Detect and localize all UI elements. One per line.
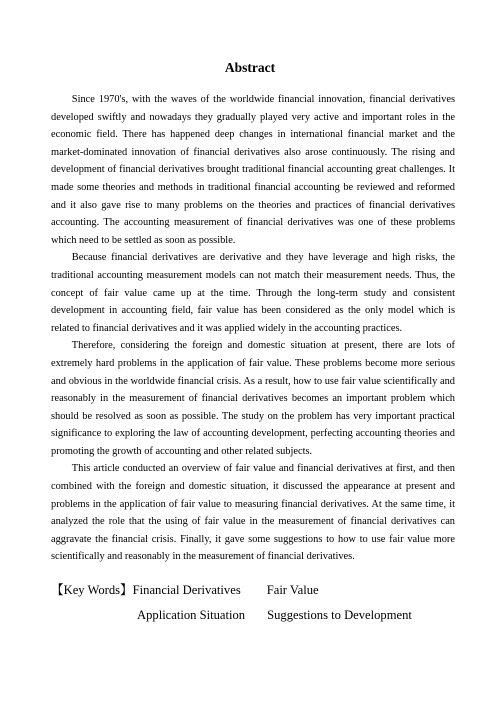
abstract-paragraph: Because financial derivatives are derivative and they have leverage and high risks, the traditional accounting measurement models can not match their measurement needs. Thus, the concept of fair value came up at the time. Through the long-term study and consistent development in accounting field, fair value has been considered as the only model which is related to financial derivatives and it was applied widely in the accounting practices. [51, 252, 455, 334]
keywords-label: 【Key Words】 [51, 583, 133, 597]
keywords-line-1 [51, 581, 319, 599]
abstract-title: Abstract [224, 60, 276, 75]
keyword: Financial Derivatives [132, 583, 241, 597]
abstract-paragraph: Therefore, considering the foreign and domestic situation at present, there are lots of extremely hard problems in the application of fair value. These problems become more serious and obvious in the worldwide financial crisis. As a result, how to use fair value scientifically and reasonably in the measurement of financial derivatives becomes an important problem which should be resolved as soon as possible. The study on the problem has very important practical significance to exploring the law of accounting development, perfecting accounting theories and promoting the growth of accounting and other related subjects. [51, 340, 455, 457]
abstract-body [51, 91, 455, 566]
abstract-paragraph: Since 1970's, with the waves of the worldwide financial innovation, financial derivatives developed swiftly and nowadays they gradually played very active and important roles in the economic field. There has happened deep changes in international financial market and the market-dominated innovation of financial derivatives also arose continuously. The rising and development of financial derivatives brought traditional financial accounting great challenges. It made some theories and methods in traditional financial accounting be reviewed and reformed and it also gave rise to many problems on the theories and practices of financial derivatives accounting. The accounting measurement of financial derivatives was one of these problems which need to be settled as soon as possible. [51, 94, 455, 246]
keyword: Suggestions to Development [267, 608, 412, 622]
keyword: Fair Value [266, 583, 319, 597]
keywords-line-2 [137, 606, 412, 624]
abstract-paragraph: This article conducted an overview of fair value and financial derivatives at first, and then combined with the foreign and domestic situation, it discussed the appearance at present and problems in the application of fair value to measuring financial derivatives. At the same time, it analyzed the role that the using of fair value in the measurement of financial derivatives can aggravate the financial crisis. Finally, it gave some suggestions to how to use fair value more scientifically and reasonably in the measurement of financial derivatives. [51, 463, 455, 563]
keyword: Application Situation [137, 608, 246, 622]
